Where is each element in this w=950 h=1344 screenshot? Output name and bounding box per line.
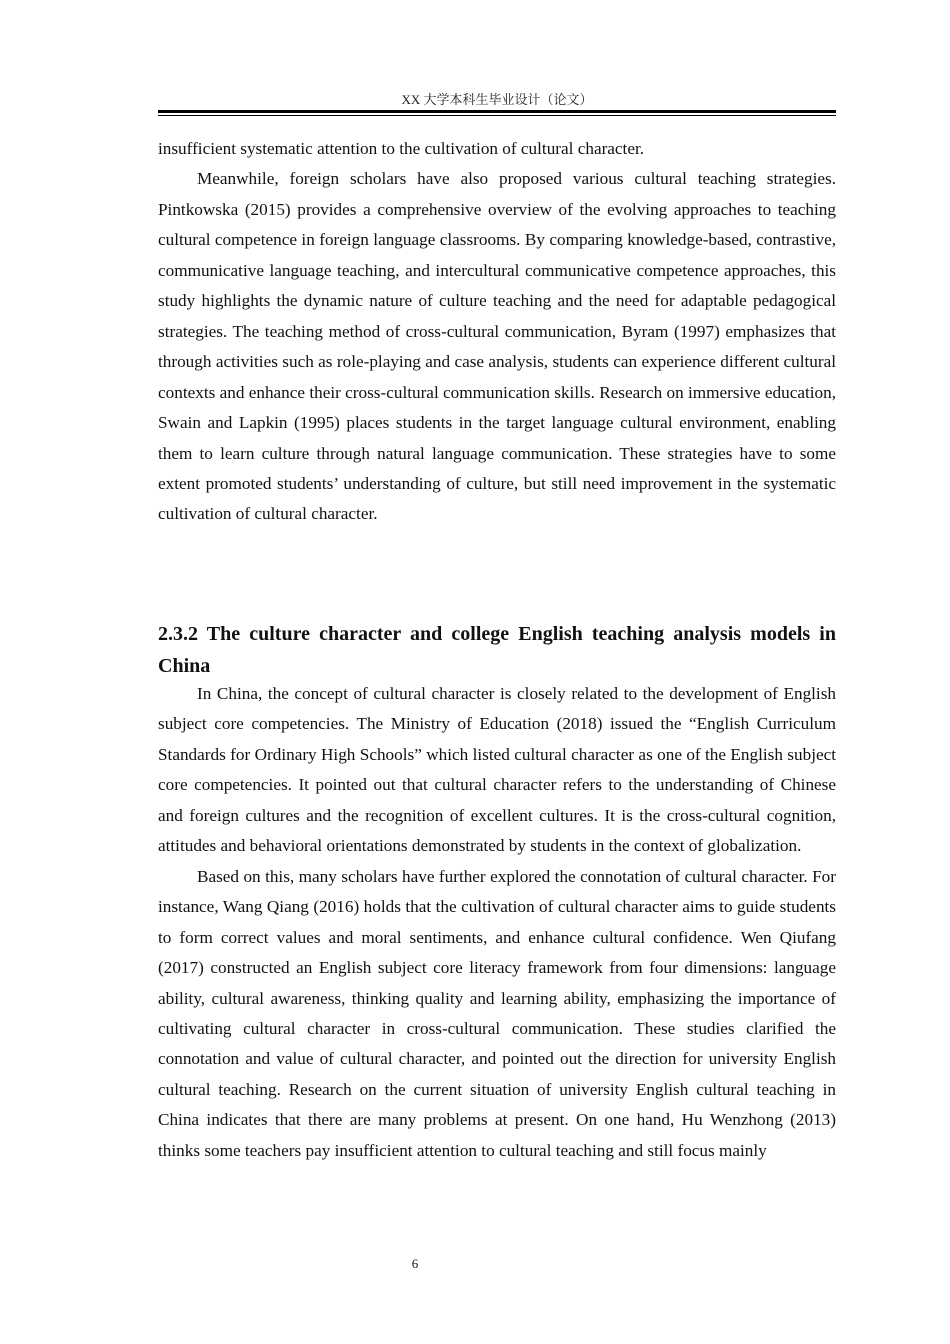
header-rule-thick [158,110,836,113]
body-text-section [158,679,836,1166]
paragraph-scholars-connotation: Based on this, many scholars have further explored the connotation of cultural character. For instance, Wang Qiang (2016) holds that the cultivation of cultural character aims to guide students to form correct values and moral sentiments, and enhance cultural confidence. Wen Qiufang (2017) constructed an English subject core literacy framework from four dimensions: language ability, cultural awareness, thinking quality and learning ability, emphasizing the importance of cultivating cultural character in cross-cultural communication. These studies clarified the connotation and value of cultural character, and pointed out the direction for university English cultural teaching. Research on the current situation of university English cultural teaching in China indicates that there are many problems at present. On one hand, Hu Wenzhong (2013) thinks some teachers pay insufficient attention to cultural teaching and still focus mainly [158,866,836,1160]
page-header: XX 大学本科生毕业设计（论文） [401,92,593,107]
paragraph-china-concept: In China, the concept of cultural character is closely related to the development of English subject core competencies. The Ministry of Education (2018) issued the “English Curriculum Standards for Ordinary High Schools” which listed cultural character as one of the English subject core competencies. It pointed out that cultural character refers to the understanding of Chinese and foreign cultures and the recognition of excellent cultures. It is the cross-cultural cognition, attitudes and behavioral orientations demonstrated by students in the context of globalization. [158,684,836,856]
header-rule-thin [158,115,836,116]
section-heading: 2.3.2 The culture character and college English teaching analysis models in China [158,623,836,677]
body-text-top [158,134,836,530]
paragraph-continuation: insufficient systematic attention to the cultivation of cultural character. [158,139,645,158]
page-number: 6 [411,1256,419,1271]
paragraph-foreign-strategies: Meanwhile, foreign scholars have also proposed various cultural teaching strategies. Pintkowska (2015) provides a comprehensive overview of the evolving approaches to teaching cultural competence in foreign language classrooms. By comparing knowledge-based, contrastive, communicative language teaching, and intercultural communicative competence approaches, this study highlights the dynamic nature of culture teaching and the need for adaptable pedagogical strategies. The teaching method of cross-cultural communication, Byram (1997) emphasizes that through activities such as role-playing and case analysis, students can experience different cultural contexts and enhance their cross-cultural communication skills. Research on immersive education, Swain and Lapkin (1995) places students in the target language cultural environment, enabling them to learn culture through natural language communication. These strategies have to some extent promoted students’ understanding of culture, but still need improvement in the systematic cultivation of cultural character. [158,169,836,524]
